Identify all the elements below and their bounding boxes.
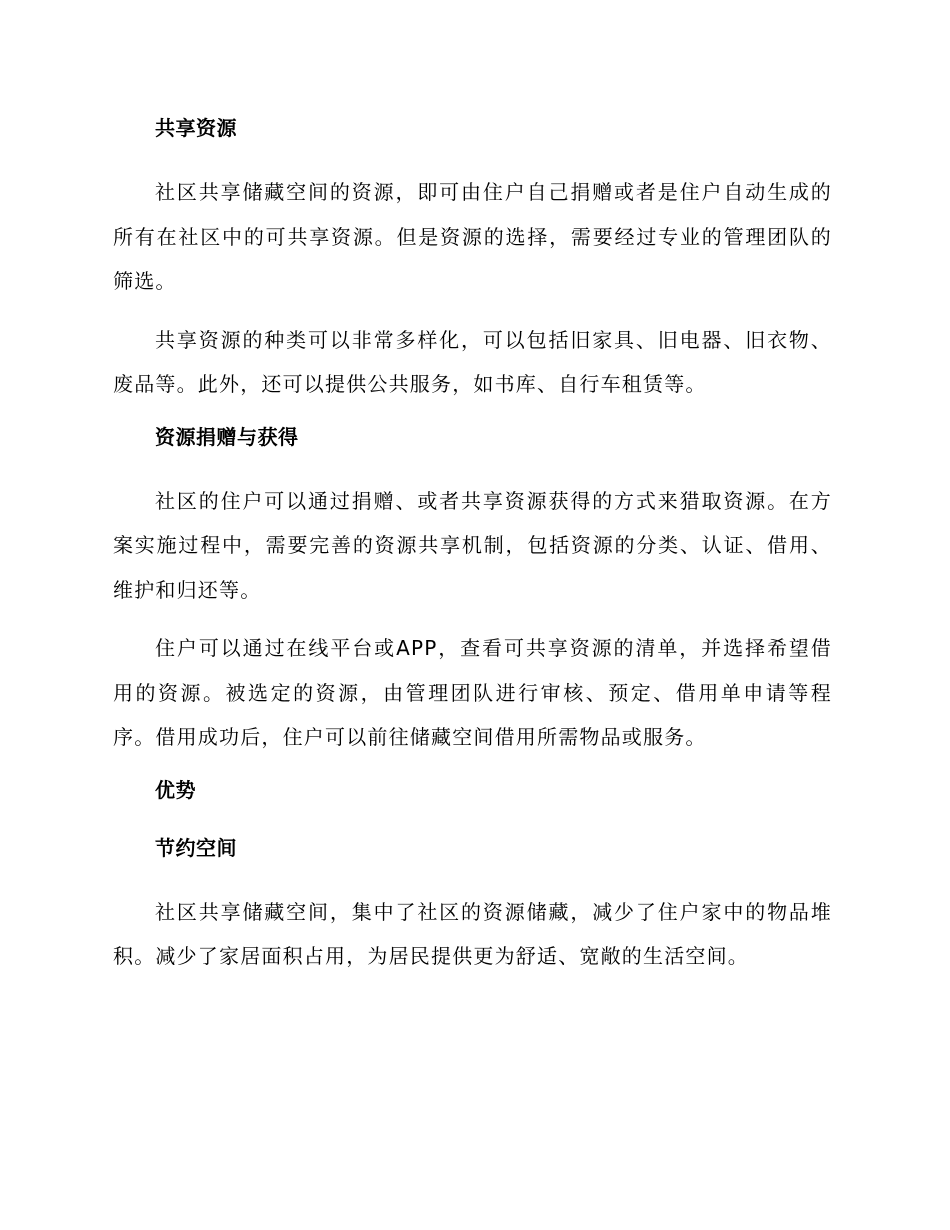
section-heading-advantages: 优势 <box>155 777 196 802</box>
section-heading-donation-acquisition: 资源捐赠与获得 <box>155 424 299 449</box>
paragraph-save-space: 社区共享储藏空间，集中了社区的资源储藏，减少了住户家中的物品堆积。减少了家居面积占用，为居民提供更为舒适、宽敞的生活空间。 <box>113 899 832 968</box>
paragraph-borrowing-process: 住户可以通过在线平台或APP，查看可共享资源的清单，并选择希望借用的资源。被选定的资源，由管理团队进行审核、预定、借用单申请等程序。借用成功后，住户可以前往储藏空间借用所需物品或服务。 <box>113 636 832 749</box>
paragraph-shared-resources-definition: 社区共享储藏空间的资源，即可由住户自己捐赠或者是住户自动生成的所有在社区中的可共享资源。但是资源的选择，需要经过专业的管理团队的筛选。 <box>113 180 832 293</box>
section-heading-save-space: 节约空间 <box>155 835 237 860</box>
paragraph-shared-resources-types: 共享资源的种类可以非常多样化，可以包括旧家具、旧电器、旧衣物、废品等。此外，还可以提供公共服务，如书库、自行车租赁等。 <box>113 327 832 396</box>
section-heading-shared-resources: 共享资源 <box>155 116 237 140</box>
paragraph-donation-mechanism: 社区的住户可以通过捐赠、或者共享资源获得的方式来猎取资源。在方案实施过程中，需要完善的资源共享机制，包括资源的分类、认证、借用、维护和归还等。 <box>113 488 832 602</box>
